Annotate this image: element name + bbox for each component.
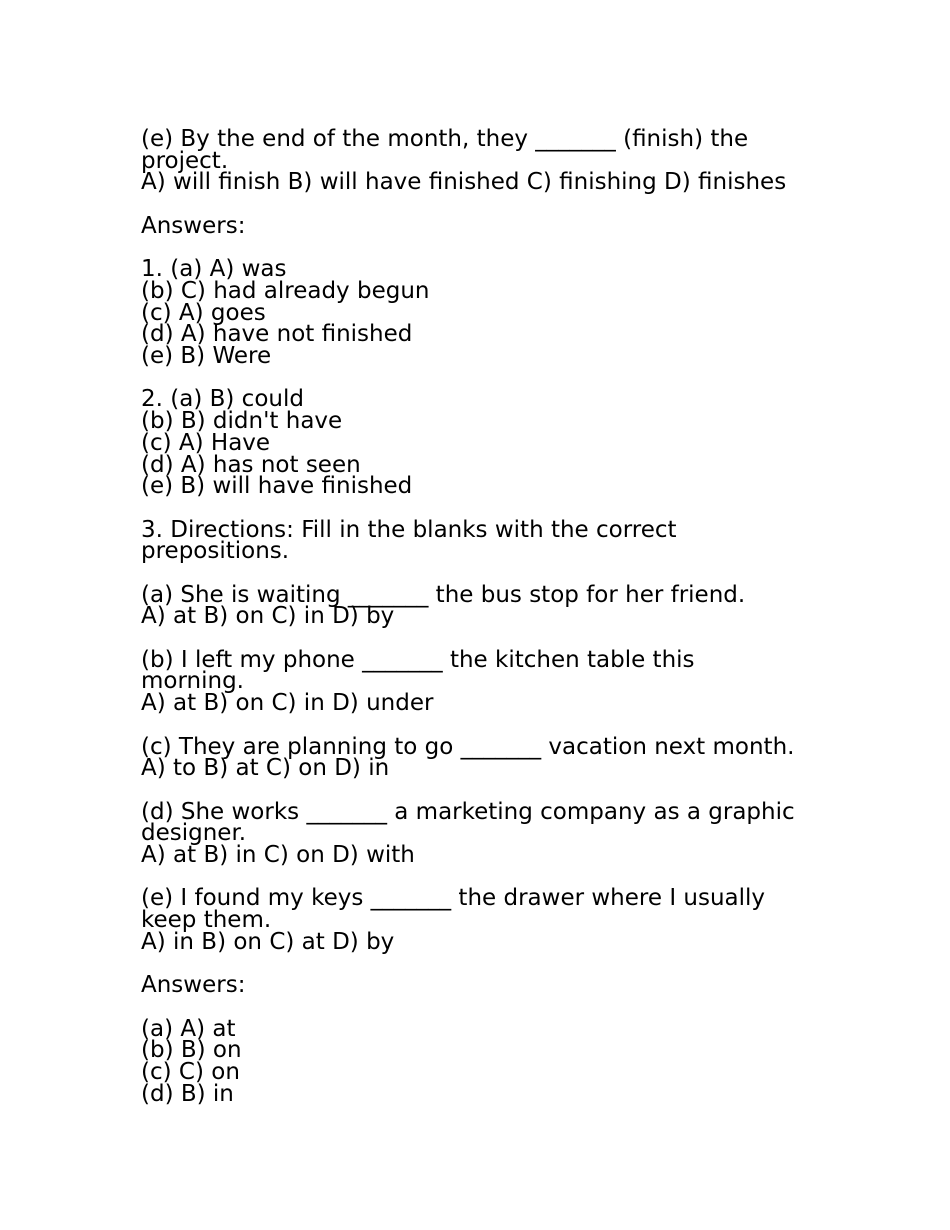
answer-line: (b) C) had already begun bbox=[141, 277, 430, 304]
question-3c bbox=[141, 733, 821, 782]
question-options: A) will finish B) will have finished C) finishing D) finishes bbox=[141, 169, 787, 196]
question-2e bbox=[141, 126, 821, 196]
question-options: A) at B) in C) on D) with bbox=[141, 842, 415, 869]
question-3d bbox=[141, 798, 821, 869]
question-3e bbox=[141, 885, 821, 955]
question-text: designer. bbox=[141, 820, 247, 847]
question-options: A) at B) on C) in D) under bbox=[141, 690, 434, 717]
question-3a bbox=[141, 581, 821, 630]
answer-line: (a) A) at bbox=[141, 1015, 236, 1042]
answer-line: (b) B) on bbox=[141, 1037, 242, 1064]
answer-line: (b) B) didn't have bbox=[141, 408, 343, 435]
section-3-directions bbox=[141, 516, 821, 565]
question-3b bbox=[141, 646, 821, 717]
question-text: (a) She is waiting _______ the bus stop for her friend. bbox=[141, 581, 746, 608]
answer-line: (c) A) Have bbox=[141, 429, 271, 456]
document-page bbox=[141, 126, 821, 1107]
question-text: project. bbox=[141, 147, 229, 174]
question-options: A) at B) on C) in D) by bbox=[141, 603, 395, 630]
answer-list-1 bbox=[141, 256, 821, 369]
question-text: (e) I found my keys _______ the drawer where I usually bbox=[141, 885, 766, 912]
answer-line: (d) A) have not finished bbox=[141, 321, 413, 348]
question-text: morning. bbox=[141, 668, 244, 695]
answer-line: (e) B) Were bbox=[141, 343, 272, 369]
directions-text: 3. Directions: Fill in the blanks with the correct bbox=[141, 516, 677, 543]
question-text: (e) By the end of the month, they _______ (finish) the bbox=[141, 126, 749, 152]
question-text: keep them. bbox=[141, 907, 272, 934]
answer-line: 2. (a) B) could bbox=[141, 386, 304, 413]
directions-text: prepositions. bbox=[141, 538, 290, 565]
answer-line: (d) A) has not seen bbox=[141, 451, 361, 478]
answers-heading: Answers: bbox=[141, 212, 246, 239]
answer-line: (c) C) on bbox=[141, 1059, 240, 1086]
answers-heading: Answers: bbox=[141, 972, 246, 999]
question-options: A) to B) at C) on D) in bbox=[141, 755, 390, 782]
answer-line: (c) A) goes bbox=[141, 299, 266, 326]
question-text: (c) They are planning to go _______ vacation next month. bbox=[141, 733, 795, 760]
question-text: (b) I left my phone _______ the kitchen table this bbox=[141, 646, 695, 673]
answers-heading-3 bbox=[141, 972, 821, 999]
question-text: (d) She works _______ a marketing company as a graphic bbox=[141, 798, 795, 825]
answer-line: (e) B) will have finished bbox=[141, 473, 413, 500]
answer-list-3 bbox=[141, 1015, 821, 1107]
answer-list-2 bbox=[141, 386, 821, 500]
answer-line: 1. (a) A) was bbox=[141, 256, 287, 283]
answers-heading-1 bbox=[141, 212, 821, 239]
answer-line: (d) B) in bbox=[141, 1080, 234, 1107]
question-options: A) in B) on C) at D) by bbox=[141, 928, 395, 955]
